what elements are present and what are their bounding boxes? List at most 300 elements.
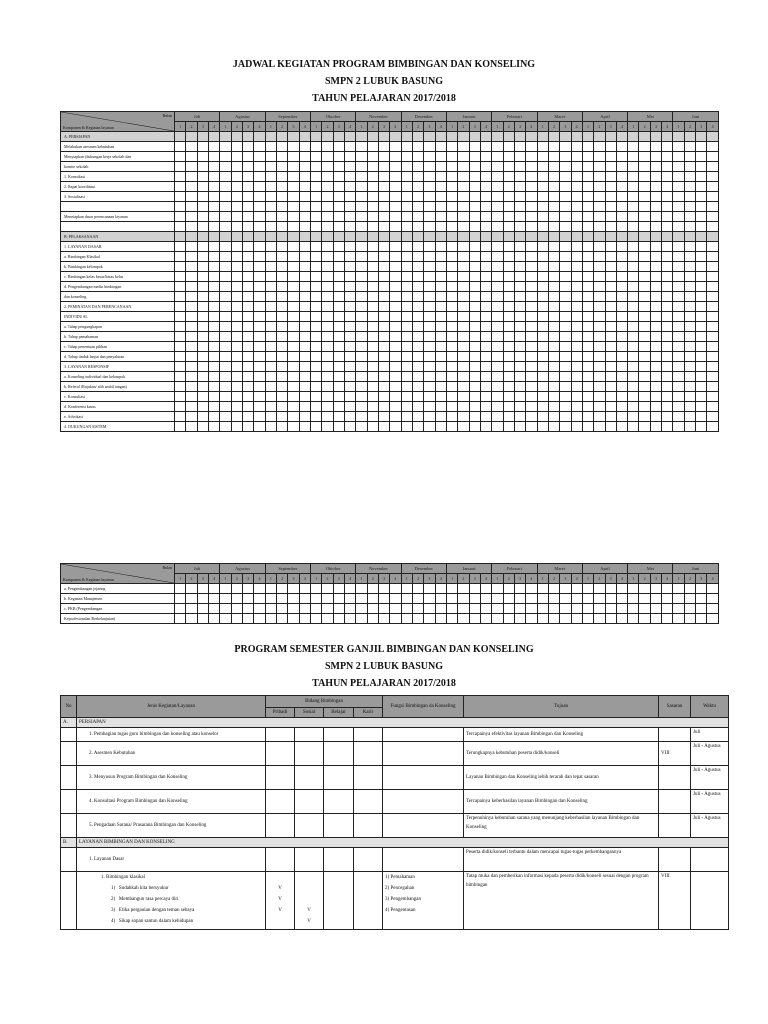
schedule-cell [356, 312, 367, 322]
week-header: 2 [231, 122, 242, 132]
schedule-cell [175, 172, 186, 182]
schedule-cell [514, 132, 525, 142]
week-header: 4 [616, 122, 627, 132]
schedule-cell [231, 584, 242, 594]
table-row: 3. Menyusun Program Bimbingan dan Konseling Layanan Bimbingan dan Konseling lebih terarah dan tepat sasaran Juli - Agustus [61, 766, 729, 790]
schedule-cell [684, 202, 695, 212]
schedule-cell [378, 282, 389, 292]
week-header: 3 [288, 122, 299, 132]
schedule-cell [265, 412, 276, 422]
schedule-cell [537, 352, 548, 362]
table-row: 1. Bimbingan klasikal 1) Sudahkah kita bersyukur 2) Membangun rasa percaya diri 3) Etika pergaulan dengan teman sebaya 4) Sikap sopan santun dalam kehidupan V V V V V 1) Pemahaman 2) Pencegahan 3) Pengembangan 4) Pengentasan Tatap muka dan pemberikan informasi kepada peserta didik/konseli sesuai dengan program bimbingan VIII [61, 872, 729, 930]
schedule-cell [435, 192, 446, 202]
schedule-cell [571, 202, 582, 212]
schedule-cell [333, 342, 344, 352]
schedule-cell [503, 212, 514, 222]
schedule-cell [299, 332, 310, 342]
schedule-cell [435, 422, 446, 432]
schedule-cell [707, 412, 718, 422]
schedule-cell [673, 192, 684, 202]
schedule-cell [378, 182, 389, 192]
schedule-cell [310, 322, 321, 332]
schedule-cell [684, 252, 695, 262]
schedule-cell [582, 342, 593, 352]
schedule-cell [378, 302, 389, 312]
schedule-cell [684, 132, 695, 142]
schedule-cell [616, 322, 627, 332]
schedule-cell [537, 604, 548, 614]
schedule-cell [548, 614, 559, 624]
schedule-cell [514, 262, 525, 272]
schedule-cell [175, 392, 186, 402]
schedule-cell [639, 142, 650, 152]
schedule-cell [684, 392, 695, 402]
week-header: 4 [526, 574, 537, 584]
schedule-cell [628, 172, 639, 182]
schedule-cell [435, 282, 446, 292]
schedule-cell [344, 604, 355, 614]
schedule-cell [492, 594, 503, 604]
schedule-cell [662, 422, 673, 432]
schedule-cell [650, 382, 661, 392]
schedule-cell [390, 222, 401, 232]
schedule-cell [582, 584, 593, 594]
schedule-cell [650, 312, 661, 322]
schedule-cell [186, 272, 197, 282]
schedule-cell [220, 412, 231, 422]
schedule-cell [662, 302, 673, 312]
schedule-cell [514, 182, 525, 192]
week-header: 1 [537, 574, 548, 584]
schedule-cell [367, 382, 378, 392]
schedule-cell [333, 382, 344, 392]
schedule-cell [605, 162, 616, 172]
schedule-cell [344, 614, 355, 624]
schedule-cell [458, 142, 469, 152]
schedule-cell [208, 342, 219, 352]
schedule-cell [458, 594, 469, 604]
schedule-cell [378, 262, 389, 272]
schedule-cell [673, 172, 684, 182]
schedule-cell [560, 342, 571, 352]
schedule-cell [208, 594, 219, 604]
week-header: 3 [378, 574, 389, 584]
schedule-cell [492, 192, 503, 202]
activity-cell: d. Tahap tindak lanjut dan penyaluran [61, 352, 175, 362]
schedule-cell [696, 422, 707, 432]
week-header: 4 [299, 574, 310, 584]
schedule-cell [684, 382, 695, 392]
schedule-cell [673, 604, 684, 614]
schedule-cell [254, 242, 265, 252]
schedule-cell [390, 282, 401, 292]
schedule-cell [208, 402, 219, 412]
schedule-cell [299, 292, 310, 302]
schedule-cell [514, 172, 525, 182]
schedule-cell [435, 242, 446, 252]
schedule-cell [582, 302, 593, 312]
schedule-cell [492, 584, 503, 594]
schedule-cell [186, 614, 197, 624]
schedule-cell [537, 402, 548, 412]
schedule-cell [356, 352, 367, 362]
month-header: Agustus [220, 112, 265, 122]
schedule-cell [378, 312, 389, 322]
schedule-cell [514, 162, 525, 172]
schedule-cell [605, 192, 616, 202]
schedule-cell [696, 412, 707, 422]
week-header: 2 [276, 122, 287, 132]
schedule-cell [684, 212, 695, 222]
schedule-cell [367, 272, 378, 282]
schedule-cell [582, 382, 593, 392]
schedule-cell [696, 202, 707, 212]
schedule-cell [390, 172, 401, 182]
schedule-cell [537, 162, 548, 172]
schedule-cell [231, 322, 242, 332]
schedule-cell [333, 212, 344, 222]
month-header: Juli [175, 564, 220, 574]
schedule-cell [254, 302, 265, 312]
schedule-cell [390, 272, 401, 282]
schedule-cell [412, 142, 423, 152]
schedule-cell [378, 212, 389, 222]
schedule-cell [650, 212, 661, 222]
schedule-cell [571, 332, 582, 342]
schedule-cell [594, 604, 605, 614]
schedule-cell [322, 392, 333, 402]
schedule-cell [401, 584, 412, 594]
schedule-cell [458, 242, 469, 252]
week-header: 1 [310, 122, 321, 132]
schedule-cell [310, 332, 321, 342]
schedule-cell [390, 392, 401, 402]
schedule-cell [446, 332, 457, 342]
schedule-cell [367, 392, 378, 402]
schedule-cell [514, 584, 525, 594]
schedule-cell [560, 162, 571, 172]
schedule-cell [480, 342, 491, 352]
schedule-cell [605, 392, 616, 402]
schedule-cell [514, 202, 525, 212]
schedule-cell [356, 262, 367, 272]
schedule-cell [344, 342, 355, 352]
activity-cell: c. PKB (Pengembangan [61, 604, 175, 614]
schedule-cell [696, 382, 707, 392]
schedule-cell [424, 142, 435, 152]
schedule-cell [673, 132, 684, 142]
schedule-cell [514, 212, 525, 222]
schedule-cell [503, 422, 514, 432]
schedule-cell [537, 584, 548, 594]
schedule-cell [480, 412, 491, 422]
schedule-cell [356, 332, 367, 342]
schedule-cell [231, 242, 242, 252]
month-header: Januari [446, 564, 491, 574]
week-header: 4 [707, 122, 718, 132]
schedule-cell [594, 182, 605, 192]
schedule-cell [344, 402, 355, 412]
schedule-cell [537, 422, 548, 432]
schedule-cell [582, 202, 593, 212]
table-row [61, 302, 719, 312]
schedule-cell [684, 242, 695, 252]
schedule-cell [480, 392, 491, 402]
schedule-cell [480, 322, 491, 332]
schedule-cell [537, 172, 548, 182]
schedule-cell [492, 152, 503, 162]
schedule-cell [571, 312, 582, 322]
schedule-cell [662, 222, 673, 232]
schedule-cell [310, 372, 321, 382]
schedule-cell [401, 242, 412, 252]
schedule-cell [503, 142, 514, 152]
schedule-cell [390, 372, 401, 382]
schedule-cell [469, 402, 480, 412]
schedule-cell [548, 372, 559, 382]
schedule-cell [526, 392, 537, 402]
schedule-cell [344, 252, 355, 262]
schedule-cell [684, 312, 695, 322]
schedule-cell [571, 322, 582, 332]
schedule-cell [594, 372, 605, 382]
schedule-cell [231, 202, 242, 212]
schedule-cell [707, 282, 718, 292]
schedule-cell [571, 372, 582, 382]
week-header: 4 [344, 122, 355, 132]
program-title: PROGRAM SEMESTER GANJIL BIMBINGAN DAN KONSELING [234, 644, 534, 655]
month-header: Maret [537, 112, 582, 122]
schedule-cell [582, 162, 593, 172]
schedule-cell [242, 142, 253, 152]
schedule-cell [435, 132, 446, 142]
schedule-cell [265, 222, 276, 232]
schedule-cell [446, 342, 457, 352]
schedule-cell [220, 382, 231, 392]
schedule-cell [560, 392, 571, 402]
schedule-cell [503, 614, 514, 624]
schedule-cell [344, 132, 355, 142]
schedule-cell [571, 242, 582, 252]
schedule-cell [175, 222, 186, 232]
schedule-cell [356, 382, 367, 392]
schedule-cell [242, 232, 253, 242]
schedule-cell [480, 402, 491, 412]
week-header: 3 [424, 122, 435, 132]
week-header: 3 [514, 574, 525, 584]
schedule-cell [639, 172, 650, 182]
schedule-cell [242, 392, 253, 402]
schedule-cell [492, 312, 503, 322]
schedule-cell [480, 604, 491, 614]
schedule-cell [503, 292, 514, 302]
schedule-cell [560, 402, 571, 412]
schedule-cell [344, 352, 355, 362]
schedule-cell [242, 302, 253, 312]
schedule-cell [571, 232, 582, 242]
schedule-cell [458, 332, 469, 342]
schedule-cell [560, 252, 571, 262]
schedule-cell [537, 202, 548, 212]
schedule-cell [401, 362, 412, 372]
schedule-cell [492, 372, 503, 382]
schedule-cell [344, 212, 355, 222]
schedule-cell [662, 362, 673, 372]
schedule-cell [560, 594, 571, 604]
schedule-cell [639, 272, 650, 282]
schedule-cell [446, 202, 457, 212]
schedule-cell [231, 132, 242, 142]
schedule-cell [242, 584, 253, 594]
schedule-cell [548, 604, 559, 614]
schedule-cell [469, 172, 480, 182]
schedule-cell [526, 302, 537, 312]
schedule-cell [696, 192, 707, 202]
schedule-cell [276, 172, 287, 182]
schedule-cell [605, 362, 616, 372]
schedule-cell [673, 242, 684, 252]
schedule-cell [537, 192, 548, 202]
schedule-cell [446, 152, 457, 162]
schedule-cell [594, 584, 605, 594]
schedule-cell [582, 392, 593, 402]
week-header: 4 [299, 122, 310, 132]
schedule-cell [469, 604, 480, 614]
schedule-cell [322, 604, 333, 614]
schedule-cell [378, 172, 389, 182]
schedule-cell [276, 252, 287, 262]
schedule-cell [503, 282, 514, 292]
schedule-cell [616, 352, 627, 362]
schedule-cell [288, 382, 299, 392]
schedule-cell [696, 142, 707, 152]
schedule-cell [560, 362, 571, 372]
schedule-cell [594, 262, 605, 272]
schedule-cell [356, 392, 367, 402]
schedule-cell [582, 292, 593, 302]
schedule-cell [322, 292, 333, 302]
schedule-cell [197, 402, 208, 412]
schedule-cell [412, 382, 423, 392]
schedule-cell [356, 422, 367, 432]
schedule-cell [560, 422, 571, 432]
schedule-cell [560, 322, 571, 332]
schedule-cell [594, 272, 605, 282]
activity-cell: b. Tahap pemahaman [61, 332, 175, 342]
schedule-cell [639, 232, 650, 242]
schedule-cell [435, 604, 446, 614]
schedule-cell [412, 202, 423, 212]
schedule-cell [662, 132, 673, 142]
schedule-cell [469, 142, 480, 152]
schedule-cell [378, 292, 389, 302]
schedule-cell [356, 604, 367, 614]
schedule-cell [662, 332, 673, 342]
schedule-cell [197, 242, 208, 252]
activity-cell: komite sekolah [61, 162, 175, 172]
schedule-cell [514, 372, 525, 382]
schedule-cell [435, 332, 446, 342]
schedule-cell [492, 604, 503, 614]
schedule-cell [197, 172, 208, 182]
schedule-cell [333, 162, 344, 172]
schedule-cell [412, 614, 423, 624]
schedule-cell [412, 292, 423, 302]
schedule-cell [242, 172, 253, 182]
schedule-cell [344, 242, 355, 252]
schedule-cell [390, 162, 401, 172]
schedule-cell [424, 594, 435, 604]
schedule-cell [220, 594, 231, 604]
schedule-cell [526, 614, 537, 624]
schedule-cell [548, 172, 559, 182]
schedule-cell [356, 212, 367, 222]
corner-header: Bulan Komponen & Kegiatan layanan [61, 112, 175, 132]
schedule-cell [650, 422, 661, 432]
schedule-cell [208, 152, 219, 162]
schedule-cell [276, 132, 287, 142]
schedule-cell [401, 192, 412, 202]
schedule-cell [605, 222, 616, 232]
schedule-cell [696, 392, 707, 402]
schedule-cell [503, 152, 514, 162]
schedule-cell [503, 312, 514, 322]
schedule-cell [537, 132, 548, 142]
schedule-cell [446, 182, 457, 192]
schedule-cell [514, 292, 525, 302]
schedule-cell [333, 412, 344, 422]
month-header: Januari [446, 112, 491, 122]
schedule-cell [616, 332, 627, 342]
col-belajar: Belajar [324, 708, 354, 718]
schedule-cell [367, 282, 378, 292]
schedule-cell [650, 342, 661, 352]
schedule-cell [322, 594, 333, 604]
schedule-cell [639, 594, 650, 604]
schedule-cell [322, 262, 333, 272]
schedule-cell [684, 232, 695, 242]
schedule-cell [684, 222, 695, 232]
schedule-cell [390, 614, 401, 624]
activity-cell: c. Tahap penentuan pilihan [61, 342, 175, 352]
schedule-cell [469, 342, 480, 352]
schedule-cell [175, 342, 186, 352]
schedule-cell [662, 412, 673, 422]
schedule-cell [220, 172, 231, 182]
schedule-cell [446, 192, 457, 202]
schedule-cell [673, 272, 684, 282]
schedule-cell [469, 282, 480, 292]
week-header: 2 [503, 574, 514, 584]
schedule-cell [707, 312, 718, 322]
schedule-cell [344, 422, 355, 432]
col-tujuan: Tujuan [464, 696, 659, 718]
schedule-cell [446, 312, 457, 322]
schedule-cell [480, 192, 491, 202]
schedule-cell [548, 252, 559, 262]
schedule-cell [662, 152, 673, 162]
schedule-cell [186, 382, 197, 392]
schedule-cell [333, 232, 344, 242]
schedule-cell [628, 302, 639, 312]
schedule-cell [458, 272, 469, 282]
table-row [61, 152, 719, 162]
schedule-cell [594, 222, 605, 232]
schedule-cell [628, 182, 639, 192]
schedule-cell [446, 594, 457, 604]
schedule-cell [526, 352, 537, 362]
schedule-cell [401, 322, 412, 332]
